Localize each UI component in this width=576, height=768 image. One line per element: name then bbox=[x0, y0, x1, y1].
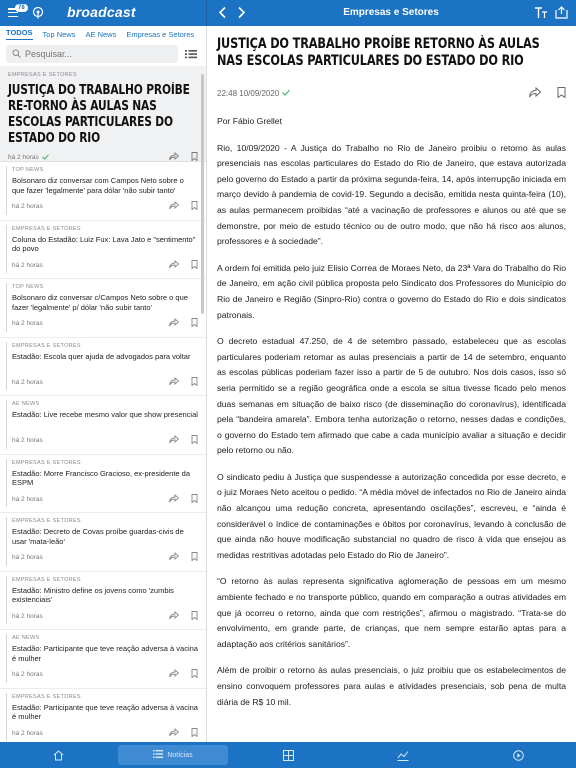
article-title: JUSTIÇA DO TRABALHO PROÍBE RETORNO ÀS AULAS NAS ESCOLAS PARTICULARES DO ESTADO DO RIO bbox=[217, 36, 540, 69]
news-title: Estadão: Live recebe mesmo valor que show presencial bbox=[12, 410, 198, 419]
tab-todos[interactable]: TODOS bbox=[6, 28, 33, 40]
news-category: TOP NEWS bbox=[12, 284, 44, 290]
bookmark-icon[interactable] bbox=[191, 201, 198, 212]
filter-tabs bbox=[0, 26, 206, 42]
tab-empresas-setores[interactable]: Empresas e Setores bbox=[126, 29, 195, 39]
bookmark-icon[interactable] bbox=[191, 435, 198, 446]
top-bar-left bbox=[0, 0, 206, 26]
article-paragraph: Além de proibir o retorno às aulas presenciais, o juiz proibiu que os estabelecimentos de ensino convoquem professores para aulas e atividades presenciais, sob pena de multa diária de R$ 10 mil. bbox=[217, 665, 566, 707]
news-category: EMPRESAS E SETORES bbox=[12, 459, 81, 466]
news-title: Bolsonaro diz conversar c/Campos Neto sobre o que fazer 'legalmente' p/ dólar 'não subir tanto' bbox=[12, 293, 188, 312]
news-list-item[interactable] bbox=[0, 572, 206, 631]
news-meta bbox=[12, 728, 198, 739]
news-meta bbox=[12, 669, 198, 680]
check-icon bbox=[42, 154, 49, 162]
share-icon[interactable] bbox=[529, 87, 541, 100]
news-actions bbox=[169, 260, 198, 271]
news-time: há 2 horas bbox=[12, 378, 43, 386]
news-title: Estadão: Participante que teve reação adversa à vacina é mulher bbox=[12, 644, 198, 663]
news-meta bbox=[12, 494, 198, 505]
news-time: há 2 horas bbox=[12, 437, 43, 444]
list-icon[interactable] bbox=[182, 45, 200, 63]
check-icon bbox=[282, 89, 290, 98]
news-meta bbox=[12, 552, 198, 563]
tab-ae-news[interactable]: AE News bbox=[85, 29, 117, 39]
tab-noticias[interactable] bbox=[118, 745, 228, 765]
share-icon[interactable] bbox=[555, 6, 568, 24]
news-list-item[interactable] bbox=[0, 455, 206, 514]
news-list-item[interactable] bbox=[0, 338, 206, 397]
search-box[interactable] bbox=[6, 45, 178, 63]
share-icon[interactable] bbox=[169, 201, 179, 212]
bookmark-icon[interactable] bbox=[191, 377, 198, 388]
news-actions bbox=[169, 494, 198, 505]
news-actions bbox=[169, 318, 198, 329]
featured-title: JUSTIÇA DO TRABALHO PROÍBE RE-TORNO ÀS AULAS NAS ESCOLAS PARTICULARES DO ESTADO DO RIO bbox=[8, 83, 190, 146]
search-row bbox=[0, 42, 206, 66]
article-body bbox=[217, 114, 566, 710]
news-time: há 2 horas bbox=[12, 554, 43, 561]
news-category: AE NEWS bbox=[12, 635, 40, 641]
news-list-item[interactable] bbox=[0, 279, 206, 338]
news-meta bbox=[12, 201, 198, 212]
news-title: Estadão: Morre Francisco Gracioso, ex-presidente da ESPM bbox=[12, 468, 190, 487]
article-paragraph: O decreto estadual 47.250, de 4 de setembro passado, estabeleceu que as escolas particulares poderiam retomar as aulas presenciais a partir de 14 de setembro, enquanto as escolas públicas poderiam fazer isso a partir de 5 de outubro. Nos dois casos, isso só seria permitido se a região geográfica onde a escola se situa tivesse ficado pelo menos duas semanas em situação de baixo risco (de disseminação do coronavírus), identificada pela “bandeira amarela”. Embora tenha autorização o retorno, nesses dadas e condições, o governo do Estado tem afirmado que cabe a cada município avaliar a situação e decidir pelo retorno ou não. bbox=[217, 336, 566, 456]
chart-icon[interactable] bbox=[396, 742, 410, 768]
bottom-bar bbox=[0, 742, 576, 768]
bookmark-icon[interactable] bbox=[191, 669, 198, 680]
share-icon[interactable] bbox=[169, 494, 179, 505]
news-category: EMPRESAS E SETORES bbox=[12, 693, 81, 700]
app-logo: broadcast bbox=[67, 4, 136, 20]
news-actions bbox=[169, 201, 198, 212]
news-time: há 2 horas bbox=[12, 671, 43, 678]
bookmark-icon[interactable] bbox=[191, 611, 198, 622]
tab-top-news[interactable]: Top News bbox=[42, 29, 76, 39]
top-bar bbox=[0, 0, 576, 26]
grid-icon[interactable] bbox=[281, 742, 295, 768]
news-list-item[interactable] bbox=[0, 513, 206, 572]
news-meta bbox=[12, 260, 198, 271]
search-input[interactable] bbox=[25, 49, 155, 59]
news-category: AE NEWS bbox=[12, 401, 40, 407]
news-category: EMPRESAS E SETORES bbox=[12, 225, 81, 232]
news-title: Estadão: Decreto de Covas proíbe guardas-civis de usar 'mata-leão' bbox=[12, 527, 184, 546]
article-actions bbox=[529, 87, 566, 100]
featured-category: EMPRESAS E SETORES bbox=[8, 72, 77, 78]
share-icon[interactable] bbox=[169, 669, 179, 680]
news-actions bbox=[169, 435, 198, 446]
news-category: TOP NEWS bbox=[12, 167, 44, 173]
news-actions bbox=[169, 377, 198, 388]
news-actions bbox=[169, 669, 198, 680]
article-paragraph: O sindicato pediu à Justiça que suspendesse a autorização concedida por esse decreto, e o juiz Moraes Neto aceitou o pedido. “A média móvel de infectados no Rio de Janeiro ainda não alcançou uma redução concreta, apresentando oscilações”, escreveu, e “ainda é considerável o índice de contaminações e óbitos por coronavírus, levando à conclusão de que ainda não houve modificação substancial no quadro de risco à vida que ensejou as medidas restritivas adotadas pelo Estado do Rio de Janeiro”. bbox=[217, 471, 566, 560]
share-icon[interactable] bbox=[169, 260, 179, 271]
article-pane bbox=[207, 26, 576, 742]
news-meta bbox=[12, 377, 198, 388]
news-actions bbox=[169, 552, 198, 563]
bookmark-icon[interactable] bbox=[191, 552, 198, 563]
article-meta bbox=[217, 87, 566, 100]
news-time: há 2 horas bbox=[12, 729, 43, 737]
section-title: Empresas e Setores bbox=[343, 7, 439, 18]
notification-badge: 78 bbox=[15, 4, 28, 12]
bookmark-icon[interactable] bbox=[191, 728, 198, 739]
top-bar-right bbox=[206, 0, 576, 26]
featured-news-item[interactable] bbox=[0, 66, 206, 162]
news-meta bbox=[12, 318, 198, 329]
text-size-icon[interactable] bbox=[534, 6, 548, 24]
news-list-item[interactable] bbox=[0, 630, 206, 689]
news-time: há 2 horas bbox=[12, 203, 43, 210]
news-title: Coluna do Estadão: Luiz Fux: Lava Jato e "sentimento" do povo bbox=[12, 234, 196, 253]
news-actions bbox=[169, 611, 198, 622]
article-timestamp: 22:48 10/09/2020 bbox=[217, 89, 280, 98]
news-category: EMPRESAS E SETORES bbox=[12, 342, 81, 349]
news-category: EMPRESAS E SETORES bbox=[12, 518, 81, 524]
bookmark-icon[interactable] bbox=[191, 318, 198, 329]
article-paragraph: A ordem foi emitida pelo juiz Elisio Correa de Moraes Neto, da 23ª Vara do Trabalho do Rio de Janeiro, em ação civil pública proposta pelo Sindicato dos Professores do Município do Rio de Janeiro e Região (Sinpro-Rio) contra o governo do Estado do Rio e dois sindicatos patronais. bbox=[217, 262, 566, 320]
bookmark-icon[interactable] bbox=[191, 260, 198, 271]
home-icon[interactable] bbox=[50, 742, 66, 768]
news-icon bbox=[153, 750, 163, 760]
news-title: Bolsonaro diz conversar com Campos Neto sobre o que fazer 'legalmente' para dólar 'não subir tanto' bbox=[12, 176, 184, 195]
article-paragraph: “O retorno às aulas representa significativa aglomeração de pessoas em um mesmo ambiente fechado e no transporte público, quando em comparação a outras atividades em que já ocorreu o retorno, ainda que com restrições”, afirmou o magistrado. “Trata-se do envolvimento, em grande parte, de crianças, que nem sempre estarão aptas para a adaptação aos critérios sanitários”. bbox=[217, 576, 566, 649]
share-icon[interactable] bbox=[169, 377, 179, 388]
share-icon[interactable] bbox=[169, 552, 179, 563]
play-icon[interactable] bbox=[511, 742, 525, 768]
news-list bbox=[0, 162, 206, 742]
news-actions bbox=[169, 728, 198, 739]
featured-time: há 2 horas bbox=[8, 154, 39, 161]
tab-noticias-label: Notícias bbox=[167, 751, 193, 759]
news-time: há 2 horas bbox=[12, 612, 43, 620]
news-time: há 2 horas bbox=[12, 261, 43, 269]
article-paragraph: Rio, 10/09/2020 - A Justiça do Trabalho no Rio de Janeiro proibiu o retorno às aulas presenciais nas escolas particulares do Estado do Rio de Janeiro, que estava autorizada pelo governo do Estado a partir da próxima segunda-feira, 14, após interrupção iniciada em março devido à pandemia de covid-19. Segundo a decisão, emitida nesta quinta-feira (10), as aulas permanecem proibidas “até a vacinação de professores e alunos ou até que se demonstre, por meio de estudo técnico ou de outro modo, que não há risco aos alunos, professores e à sociedade”. bbox=[217, 142, 566, 247]
news-list-item[interactable] bbox=[0, 162, 206, 221]
scrollbar[interactable] bbox=[201, 74, 204, 314]
news-title: Estadão: Participante que teve reação adversa à vacina é mulher bbox=[12, 702, 198, 721]
bookmark-icon[interactable] bbox=[191, 494, 198, 505]
article-author: Por Fábio Grellet bbox=[217, 116, 282, 126]
news-meta bbox=[12, 611, 198, 622]
news-time: há 2 horas bbox=[12, 495, 43, 503]
news-list-item[interactable] bbox=[0, 689, 206, 743]
share-icon[interactable] bbox=[169, 318, 179, 329]
news-time: há 2 horas bbox=[12, 320, 43, 327]
share-icon[interactable] bbox=[169, 728, 179, 739]
news-list-item[interactable] bbox=[0, 221, 206, 280]
news-list-item[interactable] bbox=[0, 396, 206, 455]
share-icon[interactable] bbox=[169, 435, 179, 446]
share-icon[interactable] bbox=[169, 611, 179, 622]
search-icon bbox=[12, 45, 21, 63]
news-list-pane bbox=[0, 26, 206, 742]
news-title: Estadão: Escola quer ajuda de advogados para voltar bbox=[12, 351, 191, 361]
news-meta bbox=[12, 435, 198, 446]
bookmark-icon[interactable] bbox=[557, 87, 566, 100]
news-category: EMPRESAS E SETORES bbox=[12, 576, 81, 583]
podcast-icon[interactable] bbox=[32, 6, 44, 24]
news-title: Estadão: Ministro define os jovens como 'zumbis existenciais' bbox=[12, 585, 174, 604]
